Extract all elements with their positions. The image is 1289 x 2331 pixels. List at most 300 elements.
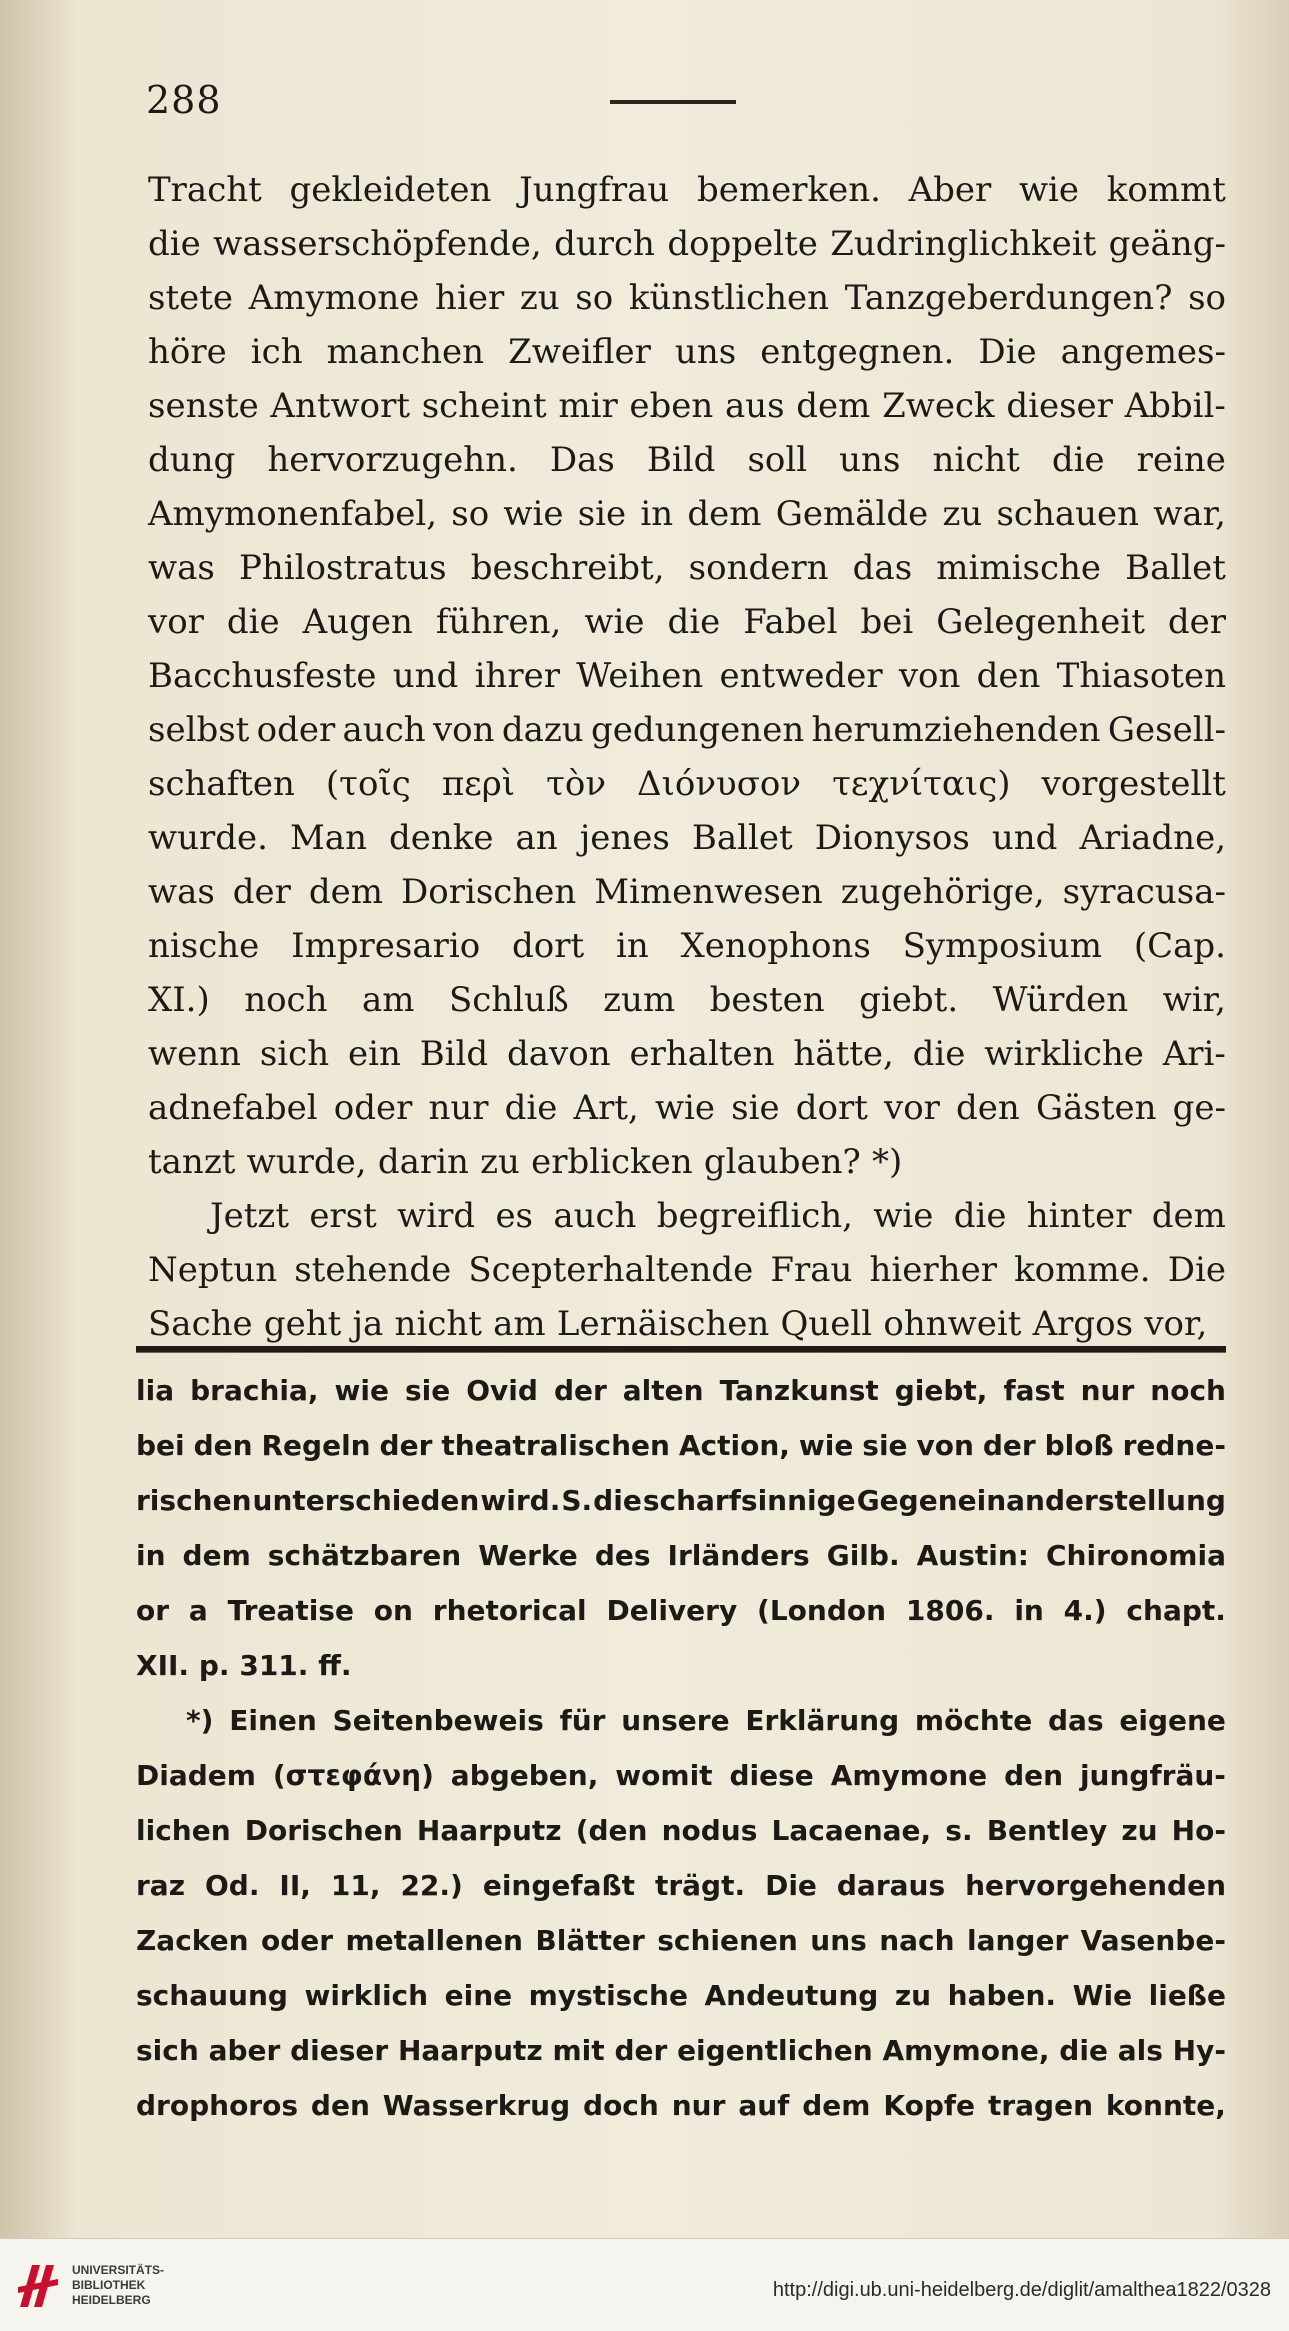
word: glauben? [703, 1142, 861, 1182]
word: bei [860, 602, 914, 642]
word: ge- [1172, 1088, 1226, 1128]
word: bloß [1044, 1429, 1114, 1462]
word: beschreibt, [470, 548, 665, 588]
word: περὶ [441, 764, 516, 804]
word: haben. [947, 1979, 1057, 2012]
word: Weihen [576, 656, 704, 696]
word: erhalten [629, 1034, 775, 1074]
text-line [148, 764, 1226, 818]
word: Argos [1032, 1304, 1134, 1344]
word: Man [289, 818, 367, 858]
word: rischen [136, 1484, 252, 1517]
text-line [136, 1924, 1226, 1979]
word: möchte [914, 1704, 1033, 1737]
word: mir [558, 386, 618, 426]
word: Lernäischen [556, 1304, 770, 1344]
word: geht [263, 1304, 342, 1344]
text-line [136, 1704, 1226, 1759]
word: wenn [148, 1034, 242, 1074]
word: Wie [1072, 1979, 1133, 2012]
word: nur [428, 1088, 489, 1128]
word: eingefaßt [482, 1869, 635, 1902]
word: konnte, [1105, 2089, 1226, 2122]
word: Scepterhaltende [468, 1250, 754, 1290]
word: am [493, 1304, 546, 1344]
word: Treatise [227, 1594, 354, 1627]
main-text-block [148, 170, 1226, 1358]
word: so [575, 278, 614, 318]
word: Kopfe [883, 2089, 976, 2122]
word: s. [945, 1814, 973, 1847]
word: wirklich [304, 1979, 429, 2012]
text-line [148, 1034, 1226, 1088]
word: vorgestellt [1041, 764, 1226, 804]
word: dieser [1006, 386, 1113, 426]
word: giebt, [894, 1374, 988, 1407]
word: in [640, 494, 674, 534]
word: sondern [688, 548, 829, 588]
word: 311. [239, 1649, 309, 1682]
word: wie [654, 1088, 716, 1128]
word: sich [259, 1034, 330, 1074]
text-line [148, 818, 1226, 872]
word: ein [347, 1034, 401, 1074]
word: dazu [501, 710, 584, 750]
word: brachia, [190, 1374, 319, 1407]
word: senste [148, 386, 259, 426]
word: Haarputz [416, 1814, 562, 1847]
word: Lacaenae, [771, 1814, 932, 1847]
word: Gelegenheit [936, 602, 1145, 642]
word: hervorgehenden [965, 1869, 1226, 1902]
word: nische [148, 926, 260, 966]
word: gedungenen [590, 710, 805, 750]
word: wie [1018, 170, 1080, 210]
source-url-link[interactable]: http://digi.ub.uni-heidelberg.de/diglit/amalthea1822/0328 [772, 2279, 1271, 2301]
word: Thiasoten [1056, 656, 1226, 696]
word: Diadem [136, 1759, 256, 1792]
word: Delivery [606, 1594, 738, 1627]
word: τὸν [546, 764, 607, 804]
word: vor, [1144, 1304, 1208, 1344]
word: Sache [148, 1304, 253, 1344]
word: stete [148, 278, 234, 318]
text-line [136, 2089, 1226, 2144]
text-line [136, 1814, 1226, 1869]
word: Dionysos [814, 818, 970, 858]
word: unsere [621, 1704, 730, 1737]
word: Amymone, [882, 2034, 1050, 2067]
word: chapt. [1126, 1594, 1226, 1627]
library-name [72, 2263, 164, 2308]
word: Fabel [743, 602, 838, 642]
word: den [976, 656, 1041, 696]
word: hierher [869, 1250, 997, 1290]
library-name-line: UNIVERSITÄTS- [72, 2263, 165, 2277]
word: Das [549, 440, 615, 480]
word: der [553, 1374, 607, 1407]
word: wird. [480, 1484, 561, 1517]
word: metallenen [345, 1924, 523, 1957]
word: dem [1151, 1196, 1226, 1236]
word: Jungfrau [519, 170, 670, 210]
word: denke [389, 818, 494, 858]
word: trägt. [654, 1869, 746, 1902]
word: Philostratus [238, 548, 447, 588]
word: Amymone [830, 1759, 988, 1792]
word: wie [798, 1429, 854, 1462]
word: Ovid [466, 1374, 538, 1407]
word: dem [796, 386, 871, 426]
footnote-separator [136, 1346, 1226, 1353]
word: Die [978, 332, 1037, 372]
word: oder [333, 1088, 413, 1128]
word: τεχνίταις) [832, 764, 1011, 804]
word: Ballet [1125, 548, 1226, 588]
word: alten [622, 1374, 704, 1407]
word: Andeutung [704, 1979, 879, 2012]
text-line [148, 224, 1226, 278]
word: dung [148, 440, 236, 480]
word: von [898, 656, 961, 696]
word: womit [615, 1759, 713, 1792]
word: Aber [908, 170, 992, 210]
word: Amymonenfabel, [148, 494, 438, 534]
text-line [148, 548, 1226, 602]
word: auf [738, 2089, 790, 2122]
word: hervorzugehn. [267, 440, 518, 480]
word: doppelte [667, 224, 818, 264]
word: wir, [1162, 980, 1226, 1020]
word: Bild [646, 440, 716, 480]
word: dort [795, 1088, 868, 1128]
word: drophoros [136, 2089, 299, 2122]
word: Dorischen [244, 1814, 403, 1847]
text-line [136, 1759, 1226, 1814]
word: auch [342, 710, 426, 750]
word: erblicken [531, 1142, 693, 1182]
word: des [594, 1539, 651, 1572]
word: den [193, 1429, 253, 1462]
text-line [136, 1869, 1226, 1924]
text-line [136, 2034, 1226, 2089]
word: *) [871, 1142, 903, 1182]
word: der [982, 1429, 1036, 1462]
text-line [148, 656, 1226, 710]
word: oder [261, 1924, 334, 1957]
word: XI.) [148, 980, 210, 1020]
word: für [559, 1704, 606, 1737]
word: nur [671, 2089, 726, 2122]
word: Tanzkunst [719, 1374, 879, 1407]
word: wird [397, 1196, 476, 1236]
word: Bacchusfeste [148, 656, 377, 696]
word: bemerken. [696, 170, 881, 210]
word: dem [182, 1539, 251, 1572]
word: schienen [657, 1924, 798, 1957]
word: Vasenbe- [1080, 1924, 1226, 1957]
word: geäng- [1108, 224, 1226, 264]
word: an [515, 818, 558, 858]
word: die [1059, 2034, 1108, 2067]
word: scharfsinnige [642, 1484, 856, 1517]
word: zum [603, 980, 676, 1020]
word: Zudringlichkeit [830, 224, 1097, 264]
text-line [148, 926, 1226, 980]
word: die [504, 1088, 558, 1128]
word: von [916, 1429, 974, 1462]
word: Regeln [261, 1429, 371, 1462]
word: mystische [528, 1979, 688, 2012]
word: langer [966, 1924, 1069, 1957]
word: der [1167, 602, 1226, 642]
word: Ho- [1171, 1814, 1226, 1847]
word: das [852, 548, 913, 588]
word: zu [519, 278, 560, 318]
word: Xenophons [680, 926, 871, 966]
word: Neptun [148, 1250, 278, 1290]
word: rhetorical [432, 1594, 587, 1627]
word: Dorischen [400, 872, 577, 912]
text-line [148, 1196, 1226, 1250]
word: nodus [661, 1814, 758, 1847]
word: Bentley [986, 1814, 1108, 1847]
word: Bild [419, 1034, 489, 1074]
word: hätte, [793, 1034, 894, 1074]
word: Zweifler [508, 332, 651, 372]
word: wurde, [246, 1142, 367, 1182]
word: diese [729, 1759, 814, 1792]
word: zu [894, 1979, 932, 2012]
word: abgeben, [450, 1759, 599, 1792]
text-line [136, 1649, 1226, 1704]
word: von [432, 710, 495, 750]
word: Διόνυσον [637, 764, 802, 804]
word: Augen [302, 602, 413, 642]
word: Ariadne, [1079, 818, 1226, 858]
word: reine [1136, 440, 1226, 480]
word: raz [136, 1869, 185, 1902]
word: stehende [294, 1250, 452, 1290]
text-line [136, 1484, 1226, 1539]
word: or [136, 1594, 170, 1627]
word: noch [244, 980, 328, 1020]
word: Blätter [535, 1924, 645, 1957]
word: gekleideten [289, 170, 492, 210]
word: soll [747, 440, 808, 480]
text-line [148, 494, 1226, 548]
word: den [956, 1088, 1020, 1128]
library-name-line: BIBLIOTHEK [72, 2278, 146, 2292]
word: scheint [421, 386, 547, 426]
word: zu [1121, 1814, 1158, 1847]
word: tanzt [148, 1142, 236, 1182]
word: den [310, 2089, 370, 2122]
word: zugehörige, [840, 872, 1045, 912]
word: ließe [1148, 1979, 1226, 2012]
word: mit [552, 2034, 605, 2067]
word: eigene [1119, 1704, 1226, 1737]
word: Werke [478, 1539, 578, 1572]
word: 4.) [1063, 1594, 1107, 1627]
word: komme. [1014, 1250, 1151, 1290]
word: on [373, 1594, 413, 1627]
word: Quell [780, 1304, 873, 1344]
word: Tracht [148, 170, 262, 210]
word: Die [765, 1869, 817, 1902]
word: Antwort [270, 386, 410, 426]
word: syracusa- [1062, 872, 1226, 912]
word: Austin: [916, 1539, 1029, 1572]
word: Impresario [291, 926, 481, 966]
word: erst [309, 1196, 377, 1236]
word: der [379, 1429, 433, 1462]
page-number: 288 [146, 78, 222, 122]
word: Frau [770, 1250, 853, 1290]
word: Action, [678, 1429, 790, 1462]
word: in [1014, 1594, 1044, 1627]
word: davon [507, 1034, 611, 1074]
word: Zacken [136, 1924, 249, 1957]
word: S. [561, 1484, 593, 1517]
word: nicht [932, 440, 1020, 480]
word: dieser [290, 2034, 389, 2067]
word: ihrer [474, 656, 560, 696]
word: nicht [394, 1304, 482, 1344]
word: Wasserkrug [382, 2089, 571, 2122]
word: was [148, 872, 215, 912]
word: so [1188, 278, 1226, 318]
word: besten [709, 980, 825, 1020]
word: oder [256, 710, 336, 750]
word: Haarputz [398, 2034, 543, 2067]
word: entweder [719, 656, 883, 696]
word: Amymone [248, 278, 420, 318]
word: uns [810, 1924, 867, 1957]
word: (τοῖς [325, 764, 411, 804]
word: lichen [136, 1814, 231, 1847]
word: lia [136, 1374, 175, 1407]
word: bei [136, 1429, 185, 1462]
word: das [1048, 1704, 1104, 1737]
word: vor [883, 1088, 940, 1128]
word: sie [731, 1088, 780, 1128]
word: manchen [326, 332, 485, 372]
word: den [1004, 1759, 1064, 1792]
word: Abbil- [1124, 386, 1226, 426]
word: dort [512, 926, 585, 966]
text-line [148, 980, 1226, 1034]
word: tragen [987, 2089, 1094, 2122]
word: Chironomia [1046, 1539, 1226, 1572]
word: XII. [136, 1649, 190, 1682]
word: 11, [330, 1869, 381, 1902]
word: dem [687, 494, 762, 534]
word: Irländers [667, 1539, 810, 1572]
word: begreiflich, [656, 1196, 853, 1236]
word: Gästen [1035, 1088, 1157, 1128]
word: die [148, 224, 201, 264]
word: Zweck [882, 386, 995, 426]
word: Symposium [902, 926, 1103, 966]
word: darin [377, 1142, 469, 1182]
word: nur [1080, 1374, 1135, 1407]
word: Jetzt [210, 1196, 289, 1236]
word: und [991, 818, 1058, 858]
word: die [1051, 440, 1105, 480]
word: in [136, 1539, 166, 1572]
word: in [616, 926, 649, 966]
word: der [232, 872, 291, 912]
word: die [953, 1196, 1007, 1236]
word: adnefabel [148, 1088, 318, 1128]
word: sie [404, 1374, 451, 1407]
word: was [148, 548, 215, 588]
word: Mimenwesen [594, 872, 823, 912]
word: entgegnen. [760, 332, 955, 372]
word: war, [1153, 494, 1226, 534]
word: Seitenbeweis [332, 1704, 544, 1737]
word: hinter [1026, 1196, 1132, 1236]
text-line [136, 1979, 1226, 2034]
word: die [912, 1034, 966, 1074]
word: dem [802, 2089, 871, 2122]
word: es [495, 1196, 534, 1236]
text-line [136, 1594, 1226, 1649]
text-line [136, 1539, 1226, 1594]
word: wie [334, 1374, 389, 1407]
word: sie [862, 1429, 908, 1462]
text-line [148, 170, 1226, 224]
word: wurde. [148, 818, 268, 858]
word: Schluß [448, 980, 569, 1020]
word: wasserschöpfende, [213, 224, 542, 264]
word: Ari- [1162, 1034, 1226, 1074]
word: II, [279, 1869, 311, 1902]
word: führen, [435, 602, 562, 642]
word: daraus [836, 1869, 946, 1902]
word: auch [553, 1196, 637, 1236]
word: sie [577, 494, 627, 534]
word: so [451, 494, 490, 534]
word: ich [250, 332, 303, 372]
word: kommt [1106, 170, 1226, 210]
text-line [148, 1142, 1226, 1196]
word: hier [435, 278, 505, 318]
word: p. [198, 1649, 230, 1682]
word: dem [308, 872, 384, 912]
word: wirkliche [984, 1034, 1144, 1074]
word: die [667, 602, 721, 642]
word: uns [674, 332, 737, 372]
word: herumziehenden [811, 710, 1101, 750]
word: aus [724, 386, 785, 426]
word: angemes- [1060, 332, 1226, 372]
word: (London [757, 1594, 887, 1627]
word: jungfräu- [1079, 1759, 1226, 1792]
word: zu [942, 494, 983, 534]
word: (Cap. [1133, 926, 1226, 966]
word: wie [503, 494, 564, 534]
university-library-logo-icon[interactable] [14, 2257, 62, 2313]
word: und [392, 656, 459, 696]
text-line [148, 440, 1226, 494]
word: fast [1003, 1374, 1065, 1407]
word: eben [629, 386, 714, 426]
library-name-line: HEIDELBERG [72, 2293, 151, 2307]
word: 1806. [905, 1594, 995, 1627]
word: Art, [573, 1088, 639, 1128]
